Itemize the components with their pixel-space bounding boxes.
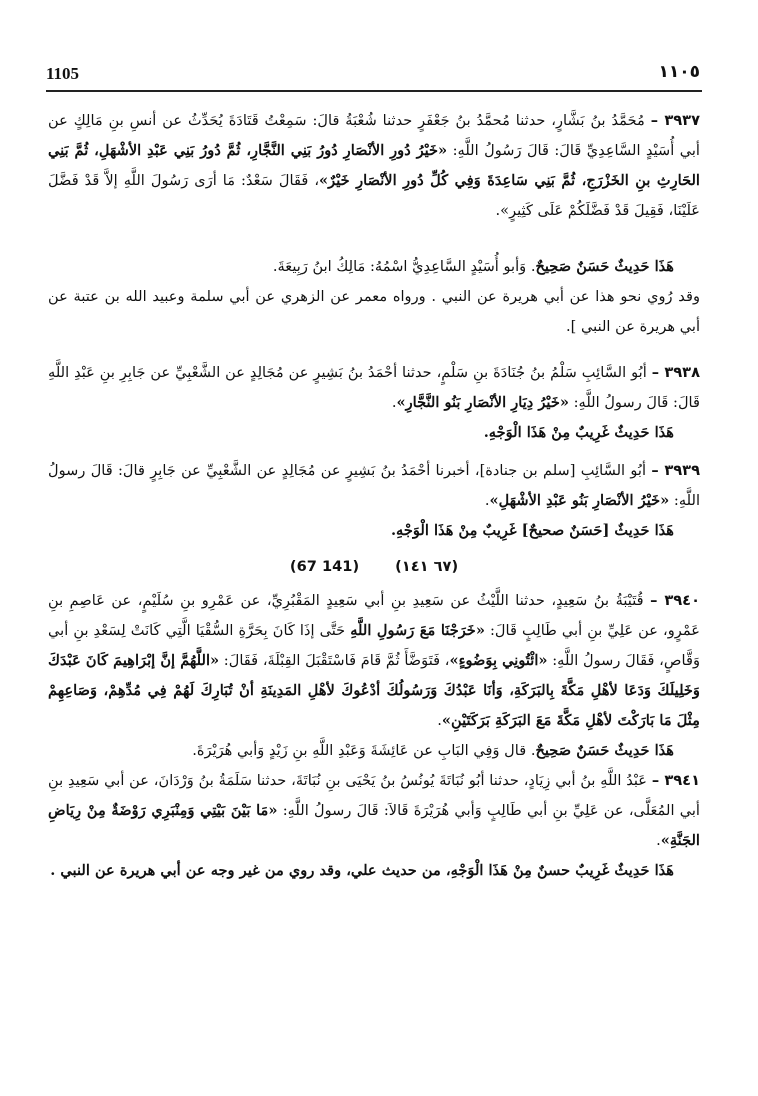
isnad-text: عَبْدُ اللَّهِ بنُ أبي زِيَادٍ، حدثنا أبُو نُبَاتَةَ يُونُسُ بنُ يَحْيَى بنِ نُبَاتَةَ، حدثنا سَلَمَةُ بنُ وَرْدَانَ، عن أبي سَعِيدِ بنِ أبي المُعَلَّى، عن عَلِيِّ بنِ أبي طَالِبٍ وَأبي هُرَيْرَةَ قَالاَ: قَالَ رسولُ اللَّهِ: xyxy=(48,772,700,819)
hadith-text: . xyxy=(437,712,442,729)
matn-text: «خَرَجْنَا مَعَ رَسُولِ اللَّهِ xyxy=(350,622,485,639)
hadith-3937 xyxy=(48,106,700,226)
matn-text: «خَيْرُ دُورِ الأنْصَارِ دُورُ بَنِي النَّجَّارِ، ثُمَّ دُورُ بَنِي عَبْدِ الأشْهَلِ، ثُمَّ بَنِي الحَارِثِ بنِ الخَزْرَجِ، ثُمَّ بَنِي سَاعِدَةَ وَفِي كُلِّ دُورِ الأنْصَارِ خَيْرٌ» xyxy=(48,142,700,189)
hadith-number: ٣٩٣٧ – xyxy=(650,112,700,129)
isnad-text: أبُو السَّائِبِ سَلْمُ بنُ جُنَادَةَ بنِ سَلْمٍ، حدثنا أحْمَدُ بنُ بَشِيرٍ عن مُجَالِدٍ عن الشَّعْبِيِّ عن جَابِرِ بنِ عَبْدِ اللَّهِ قَالَ: قَالَ رسولُ اللَّهِ: xyxy=(48,364,700,411)
grade-bold: هَذَا حَدِيثٌ حَسَنٌ صَحِيحٌ xyxy=(535,742,674,759)
hadith-grade xyxy=(48,418,700,448)
hadith-grade xyxy=(48,736,700,766)
hadith-3938 xyxy=(48,358,700,418)
spacer xyxy=(48,448,700,456)
grade-bold: هَذَا حَدِيثٌ غَرِيبٌ مِنْ هَذَا الْوَجْهِ. xyxy=(483,424,674,441)
hadith-text: . xyxy=(656,832,661,849)
hadith-text: حَتَّى إذَا كَانَ بِحَرَّةِ السُّقْيَا الَّتِي كَانَتْ لِسَعْدِ بنِ أبي وَقَّاصٍ، فَقَالَ رسولُ اللَّهِ: xyxy=(48,622,700,669)
grade-bold: هَذَا حَدِيثٌ حَسَنٌ صَحِيحٌ xyxy=(535,258,674,275)
isnad-text: قُتَيْبَةُ بنُ سَعِيدٍ، حدثنا اللَّيْثُ عن سَعِيدِ بنِ أبي سَعِيدٍ المَقْبُرِيِّ، عن عَمْرِو بنِ سُلَيْمٍ، عن عَاصِمِ بنِ عَمْرٍو، عن عَلِيِّ بنِ أبي طَالِبٍ قَالَ: xyxy=(48,592,700,639)
isnad-text: مُحَمَّدُ بنُ بَشَّارٍ، حدثنا مُحمَّدُ بنُ جَعْفَرٍ حدثنا شُعْبَةُ قالَ: سَمِعْتُ قَتَادَةَ يُحَدِّثُ عن أنسِ بنِ مَالِكٍ عن أبي أُسَيْدٍ السَّاعِدِيِّ قَالَ: قَالَ رَسُولُ اللَّهِ: xyxy=(48,112,700,159)
hadith-number: ٣٩٤١ – xyxy=(651,772,700,789)
section-heading xyxy=(48,552,700,582)
hadith-grade xyxy=(48,856,700,886)
hadith-3941 xyxy=(48,766,700,856)
hadith-3940 xyxy=(48,586,700,736)
section-number-arabic: (٦٧ ١٤١) xyxy=(395,558,459,575)
matn-text: «خَيْرُ الأنْصَارِ بَنُو عَبْدِ الأشْهَلِ» xyxy=(489,492,670,509)
matn-text: «اللَّهُمَّ إنَّ إبْرَاهِيمَ كَانَ عَبْدَكَ وَخَلِيلَكَ وَدَعَا لأهْلِ مَكَّةَ بِالبَرَكَةِ، وَأنَا عَبْدُكَ وَرَسُولُكَ أدْعُوكَ لأهْلِ المَدِينَةِ أنْ تُبَارِكَ لَهُمْ فِي مُدِّهِمْ، وَصَاعِهِمْ مِثْلَ مَا بَارَكْتَ لأهْلِ مَكَّةَ مَعَ البَرَكَةِ بَرَكَتَيْنِ» xyxy=(48,652,700,729)
hadith-number: ٣٩٣٩ – xyxy=(651,462,700,479)
page-body xyxy=(48,106,700,886)
hadith-text: . xyxy=(391,394,397,411)
hadith-3939 xyxy=(48,456,700,516)
isnad-text: أبُو السَّائِبِ [سلم بن جنادة]، أخبرنا أحْمَدُ بنُ بَشِيرٍ عن مُجَالِدٍ عن الشَّعْبِيِّ عن جَابِرٍ قالَ: قَالَ رسولُ اللَّهِ: xyxy=(48,462,700,509)
header-rule xyxy=(46,90,702,92)
section-number-latin: (141 67) xyxy=(289,558,360,575)
matn-text: «خَيْرُ دِيَارِ الأنْصَارِ بَنُو النَّجَّارِ» xyxy=(396,394,569,411)
spacer xyxy=(48,342,700,358)
grade-rest: . وَأبو أُسَيْدٍ السَّاعِدِيُّ اسْمُهُ: مَالِكُ ابنُ رَبِيعَةَ. xyxy=(272,258,536,275)
page-number-arabic: ١١٠٥ xyxy=(658,62,700,82)
matn-text: «ائْتُونِي بِوَضُوءٍ» xyxy=(449,652,548,669)
hadith-text: . xyxy=(484,492,490,509)
hadith-number: ٣٩٤٠ – xyxy=(650,592,700,609)
hadith-number: ٣٩٣٨ – xyxy=(651,364,700,381)
page-number-latin: 1105 xyxy=(46,64,80,83)
hadith-note: وقد رُوي نحو هذا عن أبي هريرة عن النبي . ورواه معمر عن الزهري عن أبي سلمة وعبيد الله بن عتبة عن أبي هريرة عن النبي ]. xyxy=(48,288,700,335)
matn-text: «مَا بَيْنَ بَيْتِي وَمِنْبَرِي رَوْضَةٌ مِنْ رِيَاضِ الجَنَّةِ» xyxy=(48,802,700,849)
hadith-grade xyxy=(48,252,700,282)
grade-bold: هَذَا حَدِيثٌ غَرِيبٌ حسنٌ مِنْ هَذَا الْوَجْهِ، من حديث علي، وقد روي من غير وجه عن أبي هريرة عن النبي . xyxy=(50,862,674,879)
grade-rest: . قال وَفِي البَابِ عن عَائِشَةَ وَعَبْدِ اللَّهِ بنِ زَيْدٍ وَأبي هُرَيْرَةَ. xyxy=(192,742,536,759)
grade-bold: هَذَا حَدِيثٌ [حَسَنٌ صحيحٌ] غَرِيبٌ مِنْ هَذَا الْوَجْهِ. xyxy=(390,522,674,539)
hadith-text: ، فَقَالَ سَعْدٌ: مَا أرَى رَسُولَ اللَّهِ إلاَّ قَدْ فَضَّلَ عَلَيْنَا، فَقِيلَ قَدْ فَضَّلَكُمْ عَلَى كَثِيرٍ». xyxy=(48,172,700,219)
hadith-text: ، فَتَوَضَّأَ ثُمَّ قَامَ فَاسْتَقْبَلَ القِبْلَةَ، فَقَالَ: xyxy=(219,652,450,669)
hadith-grade xyxy=(48,516,700,546)
spacer xyxy=(48,226,700,252)
